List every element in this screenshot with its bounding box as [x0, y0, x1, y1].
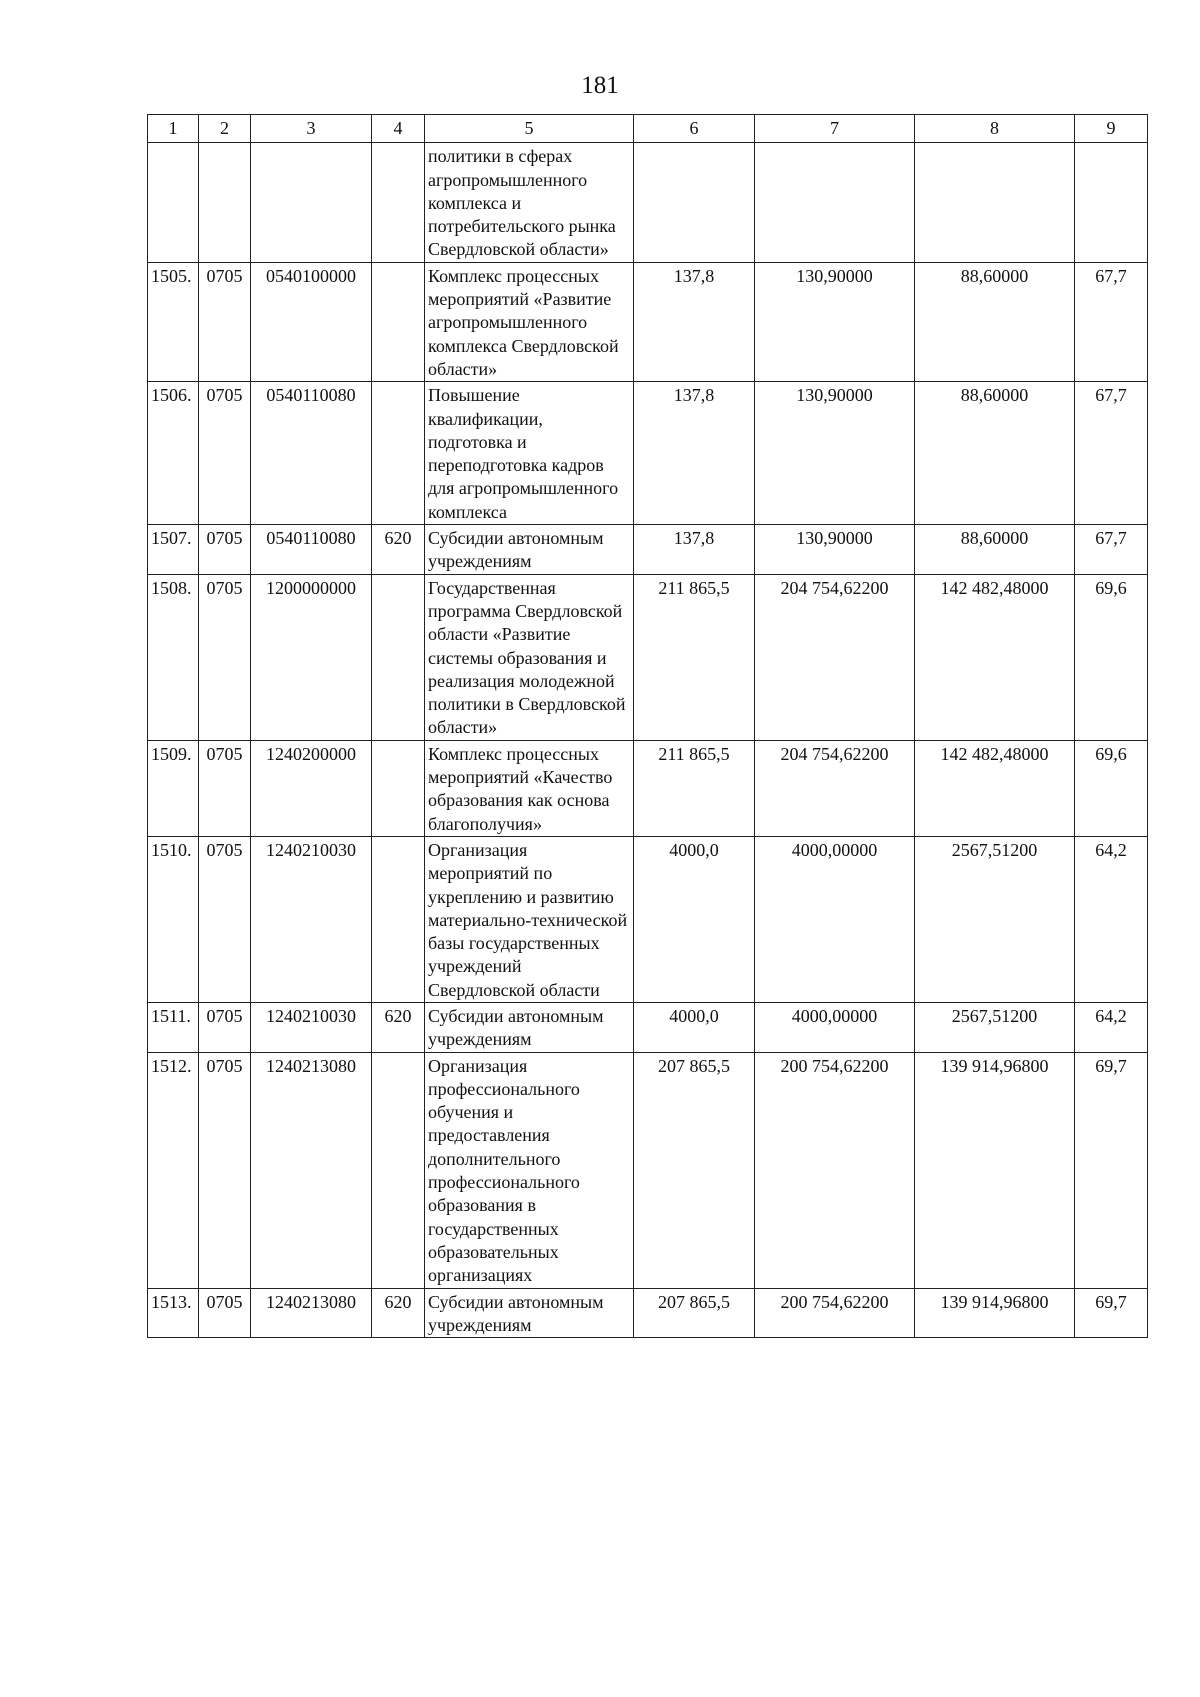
table-row: [148, 382, 1148, 525]
row-number: 1512.: [148, 1052, 199, 1288]
value-col-7: 130,90000: [755, 525, 915, 575]
table-row: [148, 525, 1148, 575]
table-row: [148, 1002, 1148, 1052]
value-col-8: 2567,51200: [915, 1002, 1075, 1052]
table-row: [148, 740, 1148, 836]
section-code: 0705: [199, 740, 251, 836]
row-number: 1511.: [148, 1002, 199, 1052]
row-name: Государственная программа Свердловской области «Развитие системы образования и реализация молодежной политики в Свердловской области»: [425, 574, 634, 740]
value-col-6: 4000,0: [634, 1002, 755, 1052]
value-col-7: 4000,00000: [755, 1002, 915, 1052]
section-code: 0705: [199, 1002, 251, 1052]
value-col-7: [755, 143, 915, 262]
budget-table: [147, 114, 1148, 1338]
value-col-9: 67,7: [1075, 262, 1148, 381]
section-code: 0705: [199, 262, 251, 381]
expense-type: [372, 740, 425, 836]
row-name: политики в сферах агропромышленного комплекса и потребительского рынка Свердловской области»: [425, 143, 634, 262]
value-col-7: 130,90000: [755, 262, 915, 381]
target-code: 1200000000: [251, 574, 372, 740]
row-number: 1513.: [148, 1288, 199, 1338]
value-col-6: 4000,0: [634, 836, 755, 1002]
expense-type: 620: [372, 1002, 425, 1052]
target-code: 0540110080: [251, 525, 372, 575]
value-col-9: 67,7: [1075, 382, 1148, 525]
value-col-8: 142 482,48000: [915, 740, 1075, 836]
expense-type: [372, 836, 425, 1002]
row-name: Субсидии автономным учреждениям: [425, 1002, 634, 1052]
value-col-8: 139 914,96800: [915, 1288, 1075, 1338]
expense-type: [372, 1052, 425, 1288]
row-name: Субсидии автономным учреждениям: [425, 525, 634, 575]
row-number: 1509.: [148, 740, 199, 836]
expense-type: [372, 382, 425, 525]
expense-type: [372, 574, 425, 740]
value-col-9: 69,7: [1075, 1052, 1148, 1288]
value-col-6: 137,8: [634, 262, 755, 381]
column-header-6: 6: [634, 115, 755, 143]
value-col-8: 142 482,48000: [915, 574, 1075, 740]
row-number: 1506.: [148, 382, 199, 525]
row-number: 1510.: [148, 836, 199, 1002]
value-col-6: 207 865,5: [634, 1288, 755, 1338]
row-number: 1505.: [148, 262, 199, 381]
target-code: 1240213080: [251, 1052, 372, 1288]
table-row: [148, 262, 1148, 381]
section-code: 0705: [199, 574, 251, 740]
value-col-9: 69,7: [1075, 1288, 1148, 1338]
target-code: 1240210030: [251, 836, 372, 1002]
value-col-8: 88,60000: [915, 525, 1075, 575]
value-col-7: 130,90000: [755, 382, 915, 525]
row-name: Комплекс процессных мероприятий «Качество образования как основа благополучия»: [425, 740, 634, 836]
value-col-9: 64,2: [1075, 836, 1148, 1002]
target-code: 1240213080: [251, 1288, 372, 1338]
column-header-7: 7: [755, 115, 915, 143]
target-code: 0540110080: [251, 382, 372, 525]
expense-type: 620: [372, 1288, 425, 1338]
row-number: 1508.: [148, 574, 199, 740]
table-body: [148, 143, 1148, 1338]
expense-type: [372, 262, 425, 381]
value-col-8: [915, 143, 1075, 262]
table-row: [148, 1288, 1148, 1338]
value-col-9: 67,7: [1075, 525, 1148, 575]
value-col-6: 137,8: [634, 382, 755, 525]
value-col-8: 88,60000: [915, 262, 1075, 381]
value-col-8: 88,60000: [915, 382, 1075, 525]
value-col-8: 139 914,96800: [915, 1052, 1075, 1288]
column-header-2: 2: [199, 115, 251, 143]
row-name: Субсидии автономным учреждениям: [425, 1288, 634, 1338]
column-header-4: 4: [372, 115, 425, 143]
value-col-9: 64,2: [1075, 1002, 1148, 1052]
row-name: Повышение квалификации, подготовка и переподготовка кадров для агропромышленного комплекса: [425, 382, 634, 525]
row-name: Организация мероприятий по укреплению и развитию материально-технической базы государственных учреждений Свердловской области: [425, 836, 634, 1002]
value-col-6: 207 865,5: [634, 1052, 755, 1288]
section-code: 0705: [199, 1288, 251, 1338]
page-number: 181: [581, 72, 619, 99]
row-name: Комплекс процессных мероприятий «Развитие агропромышленного комплекса Свердловской области»: [425, 262, 634, 381]
value-col-6: 211 865,5: [634, 574, 755, 740]
value-col-7: 204 754,62200: [755, 574, 915, 740]
table-row: [148, 836, 1148, 1002]
value-col-9: [1075, 143, 1148, 262]
target-code: 0540100000: [251, 262, 372, 381]
target-code: 1240200000: [251, 740, 372, 836]
column-header-8: 8: [915, 115, 1075, 143]
section-code: 0705: [199, 1052, 251, 1288]
value-col-7: 204 754,62200: [755, 740, 915, 836]
expense-type: [372, 143, 425, 262]
section-code: 0705: [199, 382, 251, 525]
column-header-1: 1: [148, 115, 199, 143]
row-name: Организация профессионального обучения и предоставления дополнительного профессионального образования в государственных образовательных организациях: [425, 1052, 634, 1288]
target-code: [251, 143, 372, 262]
table-row: [148, 143, 1148, 262]
section-code: 0705: [199, 836, 251, 1002]
value-col-8: 2567,51200: [915, 836, 1075, 1002]
section-code: 0705: [199, 525, 251, 575]
column-header-3: 3: [251, 115, 372, 143]
target-code: 1240210030: [251, 1002, 372, 1052]
value-col-9: 69,6: [1075, 574, 1148, 740]
value-col-6: 211 865,5: [634, 740, 755, 836]
value-col-9: 69,6: [1075, 740, 1148, 836]
expense-type: 620: [372, 525, 425, 575]
table-row: [148, 574, 1148, 740]
value-col-6: 137,8: [634, 525, 755, 575]
table-header-row: [148, 115, 1148, 143]
value-col-6: [634, 143, 755, 262]
value-col-7: 200 754,62200: [755, 1052, 915, 1288]
row-number: [148, 143, 199, 262]
value-col-7: 200 754,62200: [755, 1288, 915, 1338]
section-code: [199, 143, 251, 262]
value-col-7: 4000,00000: [755, 836, 915, 1002]
column-header-5: 5: [425, 115, 634, 143]
column-header-9: 9: [1075, 115, 1148, 143]
row-number: 1507.: [148, 525, 199, 575]
table-row: [148, 1052, 1148, 1288]
